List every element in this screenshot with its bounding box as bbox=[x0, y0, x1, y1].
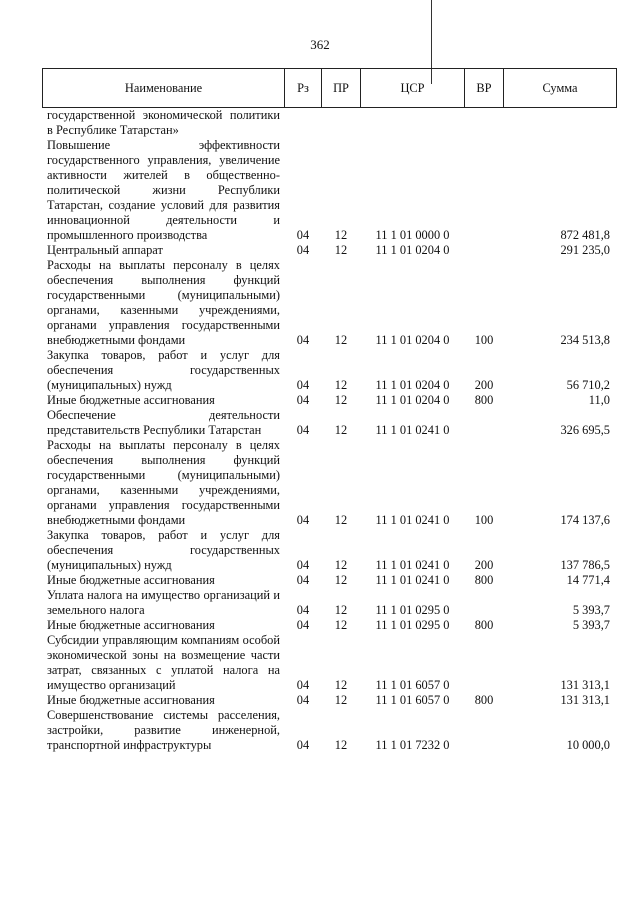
cell-csr: 11 1 01 0295 0 bbox=[375, 618, 450, 632]
cell-vr: 200 bbox=[474, 558, 494, 572]
cell-vr: 100 bbox=[474, 333, 494, 347]
cell-csr: 11 1 01 0204 0 bbox=[375, 393, 450, 407]
table-row bbox=[43, 438, 617, 528]
cell-rz: 04 bbox=[296, 378, 310, 392]
header-csr: ЦСР bbox=[361, 69, 465, 108]
cell-name: Совершенствование системы расселения, застройки, развитие инженерной, транспортной инфраструктуры bbox=[47, 708, 280, 752]
cell-csr: 11 1 01 0241 0 bbox=[375, 513, 450, 527]
cell-sum: 56 710,2 bbox=[566, 378, 610, 392]
cell-rz: 04 bbox=[296, 243, 310, 257]
table-row bbox=[43, 393, 617, 408]
cell-vr bbox=[465, 108, 504, 139]
cell-name: Центральный аппарат bbox=[47, 243, 163, 257]
cell-csr: 11 1 01 0204 0 bbox=[375, 243, 450, 257]
cell-rz: 04 bbox=[296, 423, 310, 437]
cell-csr: 11 1 01 0295 0 bbox=[375, 603, 450, 617]
cell-sum: 131 313,1 bbox=[560, 693, 610, 707]
cell-csr: 11 1 01 6057 0 bbox=[375, 678, 450, 692]
cell-pr: 12 bbox=[334, 693, 348, 707]
table-row bbox=[43, 573, 617, 588]
cell-pr: 12 bbox=[334, 393, 348, 407]
cell-rz: 04 bbox=[296, 738, 310, 752]
cell-rz: 04 bbox=[296, 618, 310, 632]
cell-vr bbox=[465, 138, 504, 243]
cell-name: Уплата налога на имущество организаций и земельного налога bbox=[47, 588, 280, 617]
cell-pr: 12 bbox=[334, 378, 348, 392]
cell-pr: 12 bbox=[334, 603, 348, 617]
cell-csr: 11 1 01 0204 0 bbox=[375, 378, 450, 392]
cell-rz: 04 bbox=[296, 513, 310, 527]
cell-pr: 12 bbox=[334, 678, 348, 692]
page-number: 362 bbox=[310, 37, 330, 52]
cell-name: Обеспечение деятельности представительств Республики Татарстан bbox=[47, 408, 280, 437]
cell-pr: 12 bbox=[334, 228, 348, 242]
table-row bbox=[43, 408, 617, 438]
cell-csr: 11 1 01 0241 0 bbox=[375, 573, 450, 587]
cell-vr: 800 bbox=[474, 573, 494, 587]
cell-pr: 12 bbox=[334, 618, 348, 632]
cell-pr: 12 bbox=[334, 573, 348, 587]
cell-pr: 12 bbox=[334, 738, 348, 752]
table-row bbox=[43, 618, 617, 633]
cell-csr: 11 1 01 0204 0 bbox=[375, 333, 450, 347]
cell-rz bbox=[285, 108, 322, 139]
cell-csr: 11 1 01 0241 0 bbox=[375, 423, 450, 437]
budget-table bbox=[42, 68, 617, 753]
cell-name: Иные бюджетные ассигнования bbox=[47, 693, 215, 707]
cell-vr: 100 bbox=[474, 513, 494, 527]
cell-vr bbox=[465, 243, 504, 258]
cell-sum: 5 393,7 bbox=[572, 603, 610, 617]
cell-sum: 11,0 bbox=[588, 393, 610, 407]
cell-pr: 12 bbox=[334, 423, 348, 437]
cell-csr: 11 1 01 7232 0 bbox=[375, 738, 450, 752]
table-row bbox=[43, 348, 617, 393]
cell-csr: 11 1 01 0241 0 bbox=[375, 558, 450, 572]
cell-vr bbox=[465, 588, 504, 618]
header-sum: Сумма bbox=[504, 69, 617, 108]
cell-sum: 14 771,4 bbox=[566, 573, 610, 587]
cell-pr: 12 bbox=[334, 513, 348, 527]
cell-name: Субсидии управляющим компаниям особой экономической зоны на возмещение части затрат, связанных с уплатой налога на имущество организаций bbox=[47, 633, 280, 692]
cell-sum: 5 393,7 bbox=[572, 618, 610, 632]
cell-sum bbox=[504, 108, 617, 139]
header-vr: ВР bbox=[465, 69, 504, 108]
cell-rz: 04 bbox=[296, 678, 310, 692]
table-body bbox=[43, 108, 617, 754]
cell-rz: 04 bbox=[296, 393, 310, 407]
cell-pr: 12 bbox=[334, 243, 348, 257]
cell-vr: 800 bbox=[474, 618, 494, 632]
cell-pr: 12 bbox=[334, 333, 348, 347]
cell-rz: 04 bbox=[296, 573, 310, 587]
cell-sum: 326 695,5 bbox=[560, 423, 610, 437]
table-row bbox=[43, 138, 617, 243]
cell-name: Иные бюджетные ассигнования bbox=[47, 618, 215, 632]
table-row bbox=[43, 693, 617, 708]
table-row bbox=[43, 258, 617, 348]
cell-sum: 131 313,1 bbox=[560, 678, 610, 692]
table-row bbox=[43, 243, 617, 258]
cell-name: Иные бюджетные ассигнования bbox=[47, 393, 215, 407]
cell-sum: 174 137,6 bbox=[560, 513, 610, 527]
cell-rz: 04 bbox=[296, 333, 310, 347]
header-pr: ПР bbox=[322, 69, 361, 108]
cell-rz: 04 bbox=[296, 603, 310, 617]
cell-rz: 04 bbox=[296, 693, 310, 707]
cell-rz: 04 bbox=[296, 228, 310, 242]
cell-name: Закупка товаров, работ и услуг для обеспечения государственных (муниципальных) нужд bbox=[47, 528, 280, 572]
cell-csr bbox=[361, 108, 465, 139]
cell-vr bbox=[465, 633, 504, 693]
cell-name: Закупка товаров, работ и услуг для обеспечения государственных (муниципальных) нужд bbox=[47, 348, 280, 392]
cell-name: государственной экономической политики в Республике Татарстан» bbox=[47, 108, 280, 137]
cell-sum: 872 481,8 bbox=[560, 228, 610, 242]
cell-name: Иные бюджетные ассигнования bbox=[47, 573, 215, 587]
cell-sum: 10 000,0 bbox=[566, 738, 610, 752]
cell-sum: 234 513,8 bbox=[560, 333, 610, 347]
cell-name: Повышение эффективности государственного управления, увеличение активности жителей в общественно-политической жизни Республики Татарстан, создание условий для развития инновационной деятельности и промышленного производства bbox=[47, 138, 280, 242]
cell-rz: 04 bbox=[296, 558, 310, 572]
table-row bbox=[43, 708, 617, 753]
table-row bbox=[43, 633, 617, 693]
header-rz: Рз bbox=[285, 69, 322, 108]
cell-vr: 200 bbox=[474, 378, 494, 392]
header-name: Наименование bbox=[43, 69, 285, 108]
table-row bbox=[43, 108, 617, 139]
cell-name: Расходы на выплаты персоналу в целях обеспечения выполнения функций государственными (муниципальными) органами, казенными учреждениями, органами управления государственными внебюджетными фондами bbox=[47, 438, 280, 527]
cell-sum: 291 235,0 bbox=[560, 243, 610, 257]
cell-vr bbox=[465, 708, 504, 753]
cell-sum: 137 786,5 bbox=[560, 558, 610, 572]
cell-csr: 11 1 01 0000 0 bbox=[375, 228, 450, 242]
cell-pr bbox=[322, 108, 361, 139]
cell-csr: 11 1 01 6057 0 bbox=[375, 693, 450, 707]
cell-pr: 12 bbox=[334, 558, 348, 572]
cell-vr: 800 bbox=[474, 693, 494, 707]
cell-vr: 800 bbox=[474, 393, 494, 407]
cell-name: Расходы на выплаты персоналу в целях обеспечения выполнения функций государственными (муниципальными) органами, казенными учреждениями, органами управления государственными внебюджетными фондами bbox=[47, 258, 280, 347]
cell-vr bbox=[465, 408, 504, 438]
table-row bbox=[43, 528, 617, 573]
table-header bbox=[43, 69, 617, 108]
table-row bbox=[43, 588, 617, 618]
